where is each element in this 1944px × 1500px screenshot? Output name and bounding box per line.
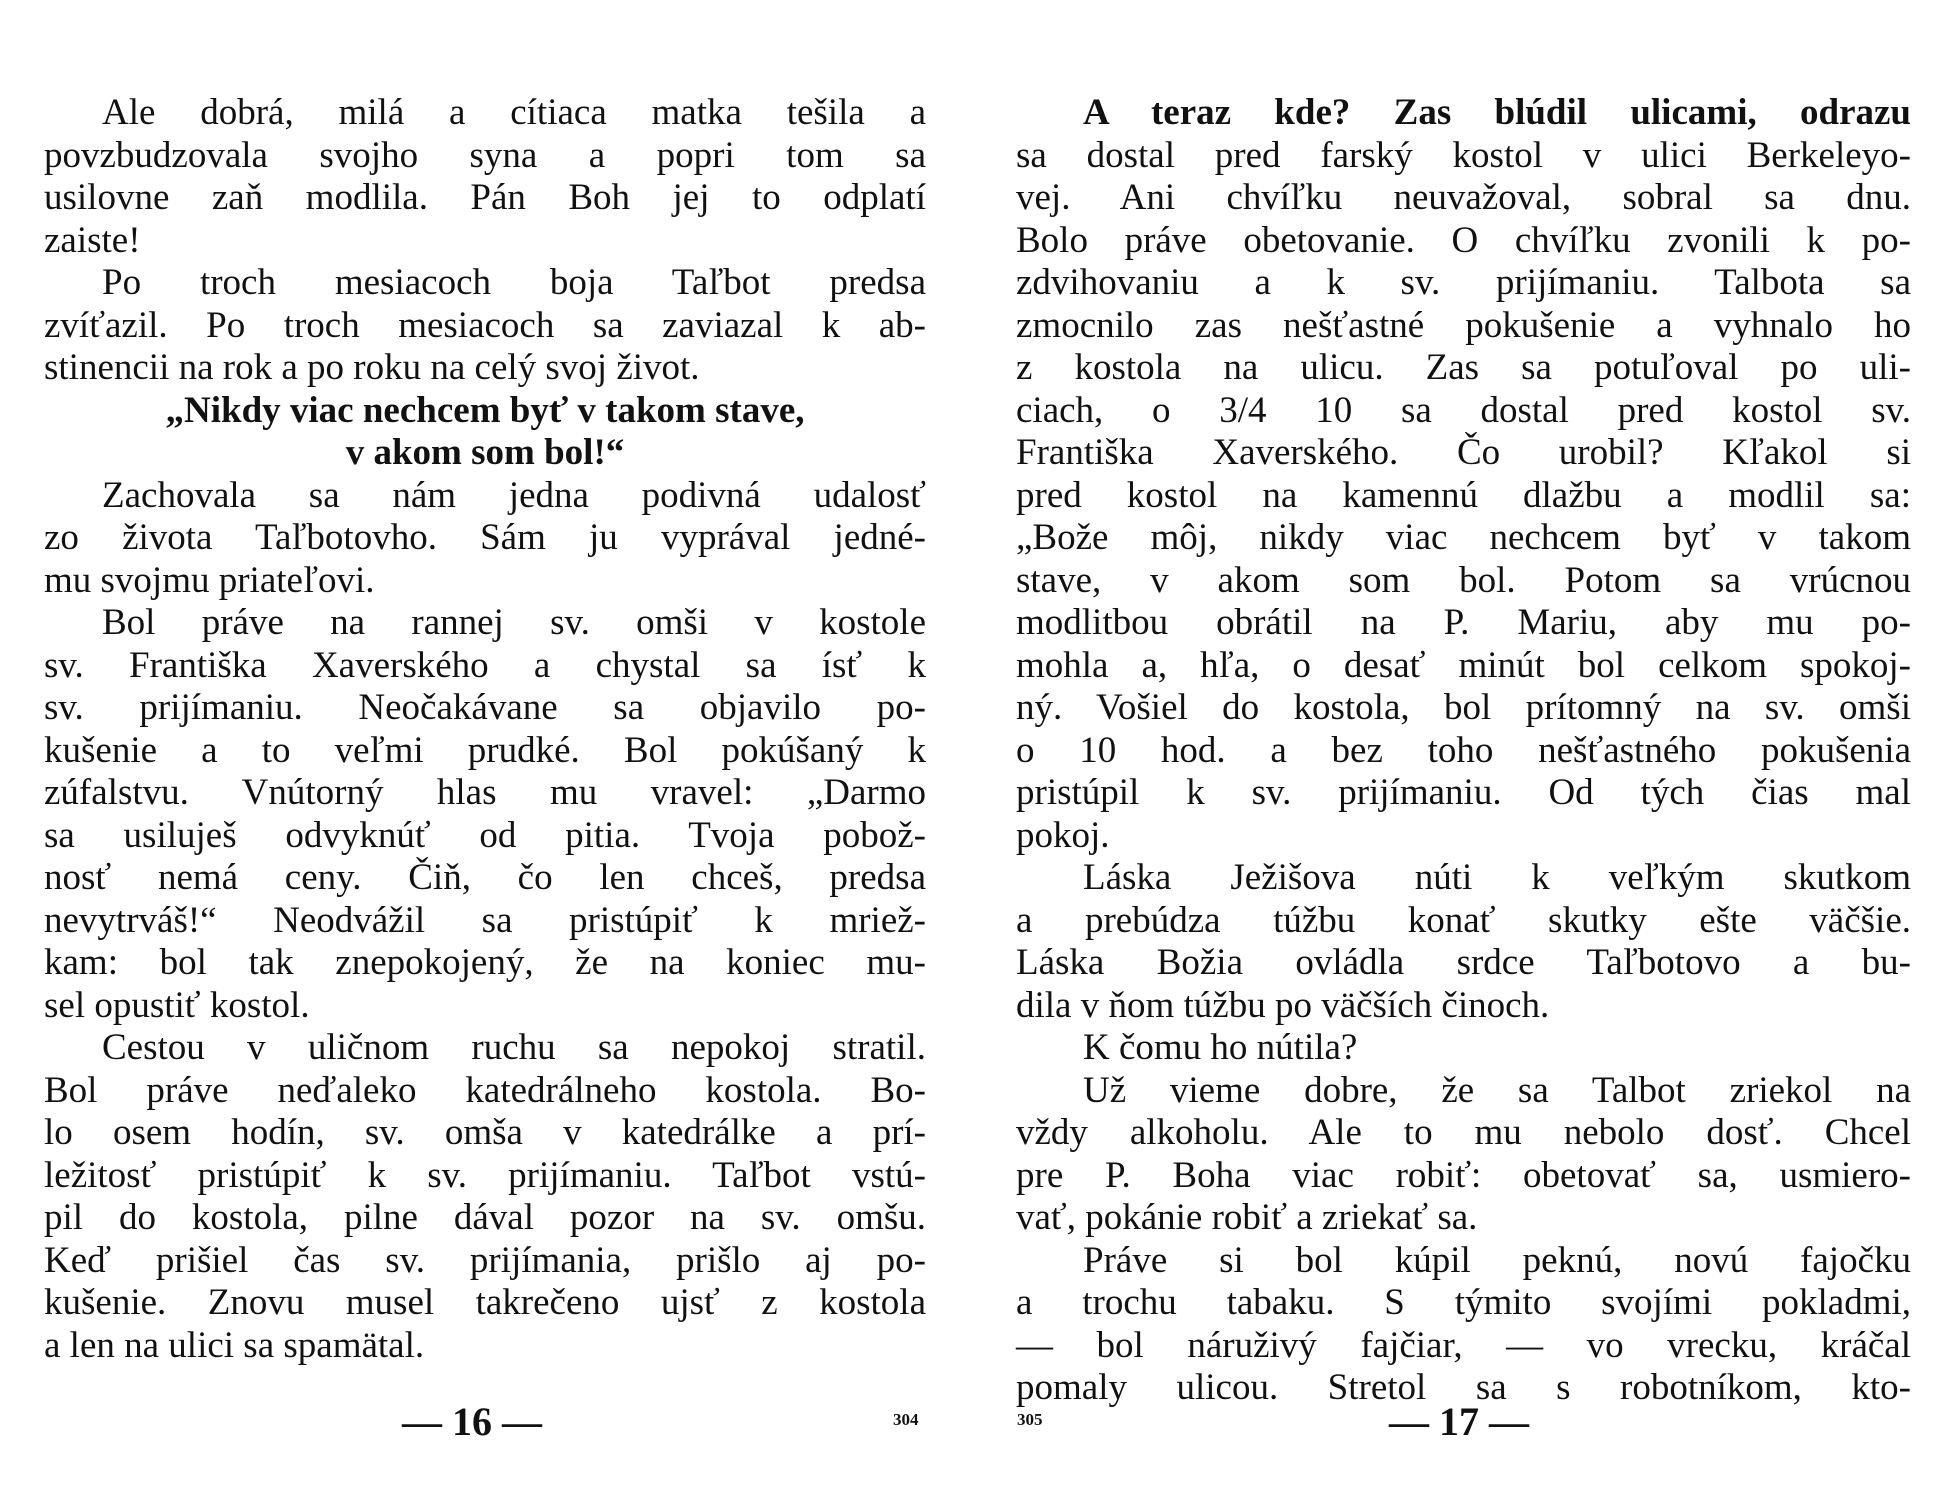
text-line: Láska Ježišova núti k veľkým skutkom: [1083, 857, 1911, 898]
text-line: Zachovala sa nám jedna podivná udalosť: [102, 474, 926, 516]
text-line: sel opustiť kostol.: [44, 984, 310, 1026]
text-line: povzbudzovala svojho syna a popri tom sa: [44, 134, 926, 176]
text-line: sa dostal pred farský kostol v ulici Berkeleyo-: [1016, 134, 1911, 176]
text-line: pristúpil k sv. prijímaniu. Od tých čias mal: [1016, 772, 1911, 813]
text-line: Bolo práve obetovanie. O chvíľku zvonili k po-: [1016, 219, 1911, 261]
text-line: Keď prišiel čas sv. prijímania, prišlo aj po-: [44, 1239, 926, 1281]
text-line: mu svojmu priateľovi.: [44, 559, 375, 601]
text-line: sv. prijímaniu. Neočakávane sa objavilo po-: [44, 687, 926, 728]
text-line: zvíťazil. Po troch mesiacoch sa zaviazal k ab-: [44, 304, 926, 346]
text-line: — bol náruživý fajčiar, — vo vrecku, kráčal: [1016, 1324, 1911, 1366]
text-line: modlitbou obrátil na P. Mariu, aby mu po-: [1016, 602, 1911, 643]
text-line: ciach, o 3/4 10 sa dostal pred kostol sv.: [1016, 389, 1911, 431]
left-archive-number: 304: [893, 1410, 919, 1429]
text-line: zo života Taľbotovho. Sám ju vyprával jedné-: [44, 517, 926, 558]
text-line: Už vieme dobre, že sa Talbot zriekol na: [1083, 1069, 1911, 1111]
right-page-number: — 17 —: [1389, 1399, 1529, 1444]
text-line: „Bože môj, nikdy viac nechcem byť v takom: [1016, 517, 1911, 558]
right-page: [972, 0, 1944, 1500]
text-line: kušenie a to veľmi prudké. Bol pokúšaný k: [44, 729, 926, 771]
text-line: Cestou v uličnom ruchu sa nepokoj stratil.: [102, 1027, 926, 1068]
text-line: Františka Xaverského. Čo urobil? Kľakol si: [1016, 432, 1911, 473]
text-line: sv. Františka Xaverského a chystal sa ísť k: [44, 644, 926, 686]
text-line: lo osem hodín, sv. omša v katedrálke a prí-: [44, 1112, 926, 1153]
text-line: vať, pokánie robiť a zriekať sa.: [1016, 1197, 1478, 1238]
text-line: pil do kostola, pilne dával pozor na sv. omšu.: [44, 1197, 926, 1238]
text-line: stave, v akom som bol. Potom sa vrúcnou: [1016, 559, 1911, 601]
text-line: pred kostol na kamennú dlažbu a modlil sa:: [1016, 474, 1911, 516]
text-line: a prebúdza túžbu konať skutky ešte väčšie.: [1016, 899, 1911, 941]
text-line: mohla a, hľa, o desať minút bol celkom spokoj-: [1016, 644, 1911, 686]
text-line: kušenie. Znovu musel takrečeno ujsť z kostola: [44, 1282, 926, 1323]
text-line: pre P. Boha viac robiť: obetovať sa, usmiero-: [1016, 1154, 1911, 1196]
text-line: A teraz kde? Zas blúdil ulicami, odrazu: [1083, 92, 1911, 133]
text-line: kam: bol tak znepokojený, že na koniec mu-: [44, 942, 926, 983]
text-line: nosť nemá ceny. Čiň, čo len chceš, predsa: [44, 857, 926, 898]
text-line: vždy alkoholu. Ale to mu nebolo dosť. Chcel: [1016, 1112, 1911, 1153]
text-line: zaiste!: [44, 219, 141, 261]
left-page-number: — 16 —: [402, 1399, 542, 1444]
text-line: Práve si bol kúpil peknú, novú fajočku: [1083, 1239, 1911, 1281]
text-line: ný. Vošiel do kostola, bol prítomný na sv. omši: [1016, 687, 1911, 728]
text-line: Po troch mesiacoch boja Taľbot predsa: [102, 262, 926, 303]
left-page-text: [44, 92, 926, 1367]
right-page-text: [1016, 92, 1911, 1410]
text-line: ležitosť pristúpiť k sv. prijímaniu. Taľbot vstú-: [44, 1154, 926, 1196]
right-archive-number: 305: [1017, 1410, 1043, 1429]
text-line: Bol práve neďaleko katedrálneho kostola. Bo-: [44, 1069, 926, 1111]
text-line: pokoj.: [1016, 814, 1110, 856]
text-line: „Nikdy viac nechcem byť v takom stave,: [165, 389, 805, 431]
text-line: v akom som bol!“: [345, 432, 625, 473]
text-line: Láska Božia ovládla srdce Taľbotovo a bu-: [1016, 942, 1911, 983]
text-line: K čomu ho nútila?: [1083, 1027, 1358, 1068]
text-line: Bol práve na rannej sv. omši v kostole: [102, 602, 926, 643]
text-line: a len na ulici sa spamätal.: [44, 1324, 425, 1366]
text-line: zdvihovaniu a k sv. prijímaniu. Talbota sa: [1016, 262, 1911, 303]
text-line: dila v ňom túžbu po väčších činoch.: [1016, 984, 1550, 1026]
text-line: vej. Ani chvíľku neuvažoval, sobral sa dnu.: [1016, 177, 1911, 218]
text-line: pomaly ulicou. Stretol sa s robotníkom, kto-: [1016, 1367, 1911, 1408]
text-line: sa usiluješ odvyknúť od pitia. Tvoja pobož-: [44, 814, 926, 856]
text-line: a trochu tabaku. S týmito svojími pokladmi,: [1016, 1282, 1911, 1323]
text-line: nevytrváš!“ Neodvážil sa pristúpiť k mriež-: [44, 899, 926, 941]
text-line: stinencii na rok a po roku na celý svoj život.: [44, 347, 700, 388]
text-line: zúfalstvu. Vnútorný hlas mu vravel: „Darmo: [44, 772, 926, 813]
text-line: zmocnilo zas nešťastné pokušenie a vyhnalo ho: [1016, 304, 1911, 346]
text-line: o 10 hod. a bez toho nešťastného pokušenia: [1016, 729, 1911, 771]
text-line: z kostola na ulicu. Zas sa potuľoval po uli-: [1016, 347, 1911, 388]
text-line: Ale dobrá, milá a cítiaca matka tešila a: [102, 92, 926, 133]
text-line: usilovne zaň modlila. Pán Boh jej to odplatí: [44, 177, 926, 218]
